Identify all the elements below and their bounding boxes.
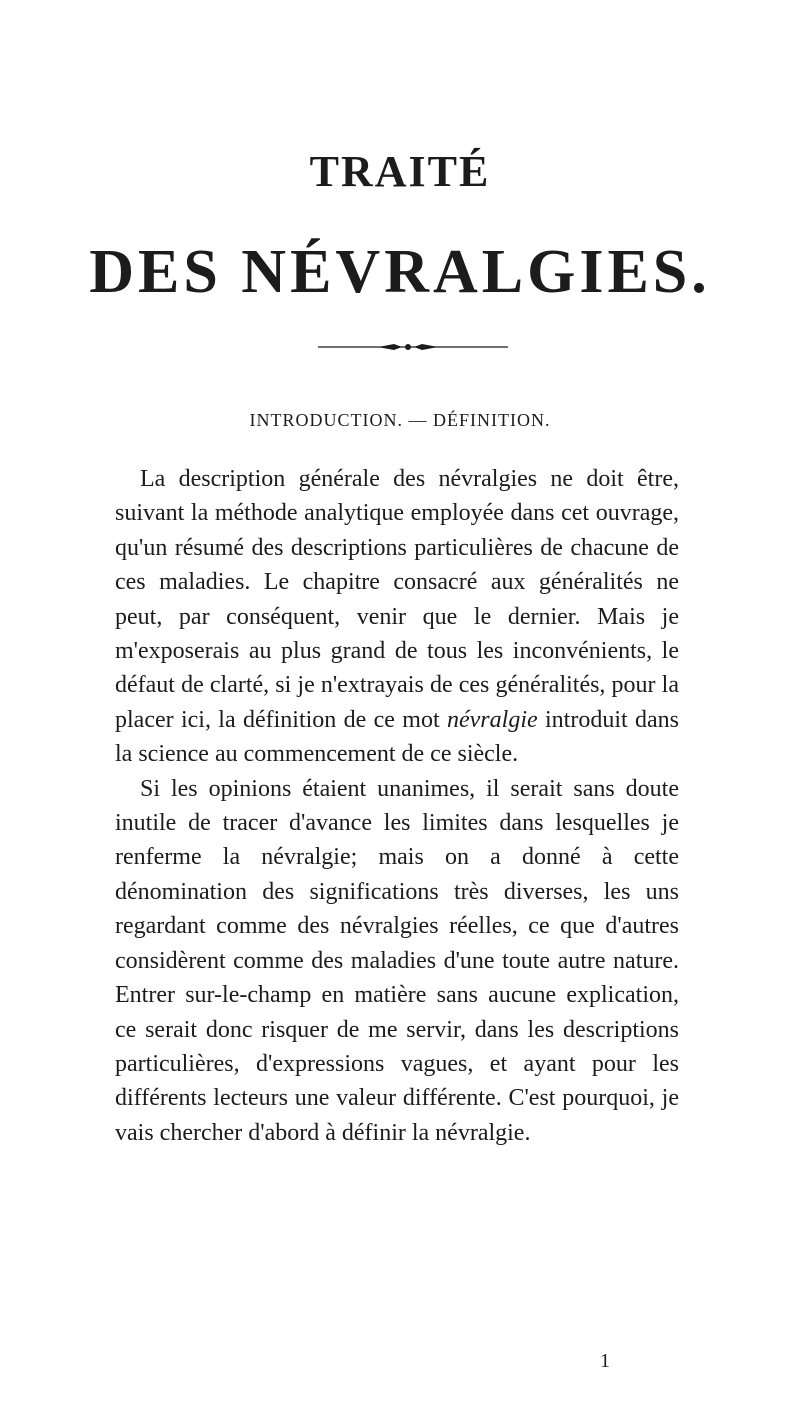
body-text	[115, 462, 679, 1150]
section-heading: INTRODUCTION. — DÉFINITION.	[249, 410, 551, 430]
paragraph-1	[115, 462, 679, 772]
paragraph-1-text-end: introduit dans la science au commencement de ce siècle.	[115, 706, 679, 768]
signature-mark: 1	[600, 1350, 610, 1372]
title-line-1: TRAITÉ	[309, 147, 491, 196]
paragraph-2: Si les opinions étaient unanimes, il serait sans doute inutile de tracer d'avance les limites dans lesquelles je renferme la névralgie; mais on a donné à cette dénomination des significations très diverses, les uns regardant comme des névralgies réelles, ce que d'autres considèrent comme des maladies d'une toute autre nature. Entrer sur-le-champ en matière sans aucune explication, ce serait donc risquer de me servir, dans les descriptions particulières, d'expressions vagues, et ayant pour les différents lecteurs une valeur différente. C'est pourquoi, je vais chercher d'abord à définir la névralgie.	[115, 775, 679, 1146]
paragraph-1-text: La description générale des névralgies ne doit être, suivant la méthode analytique employée dans cet ouvrage, qu'un résumé des descriptions particulières de chacune de ces maladies. Le chapitre consacré aux généralités ne peut, par conséquent, venir que le dernier. Mais je m'exposerais au plus grand de tous les inconvénients, le défaut de clarté, si je n'extrayais de ces généralités, pour la placer ici, la définition de ce mot	[115, 466, 679, 733]
italic-term: névralgie	[447, 706, 538, 733]
ornament-divider	[318, 342, 508, 352]
title-line-2: DES NÉVRALGIES.	[89, 238, 711, 306]
